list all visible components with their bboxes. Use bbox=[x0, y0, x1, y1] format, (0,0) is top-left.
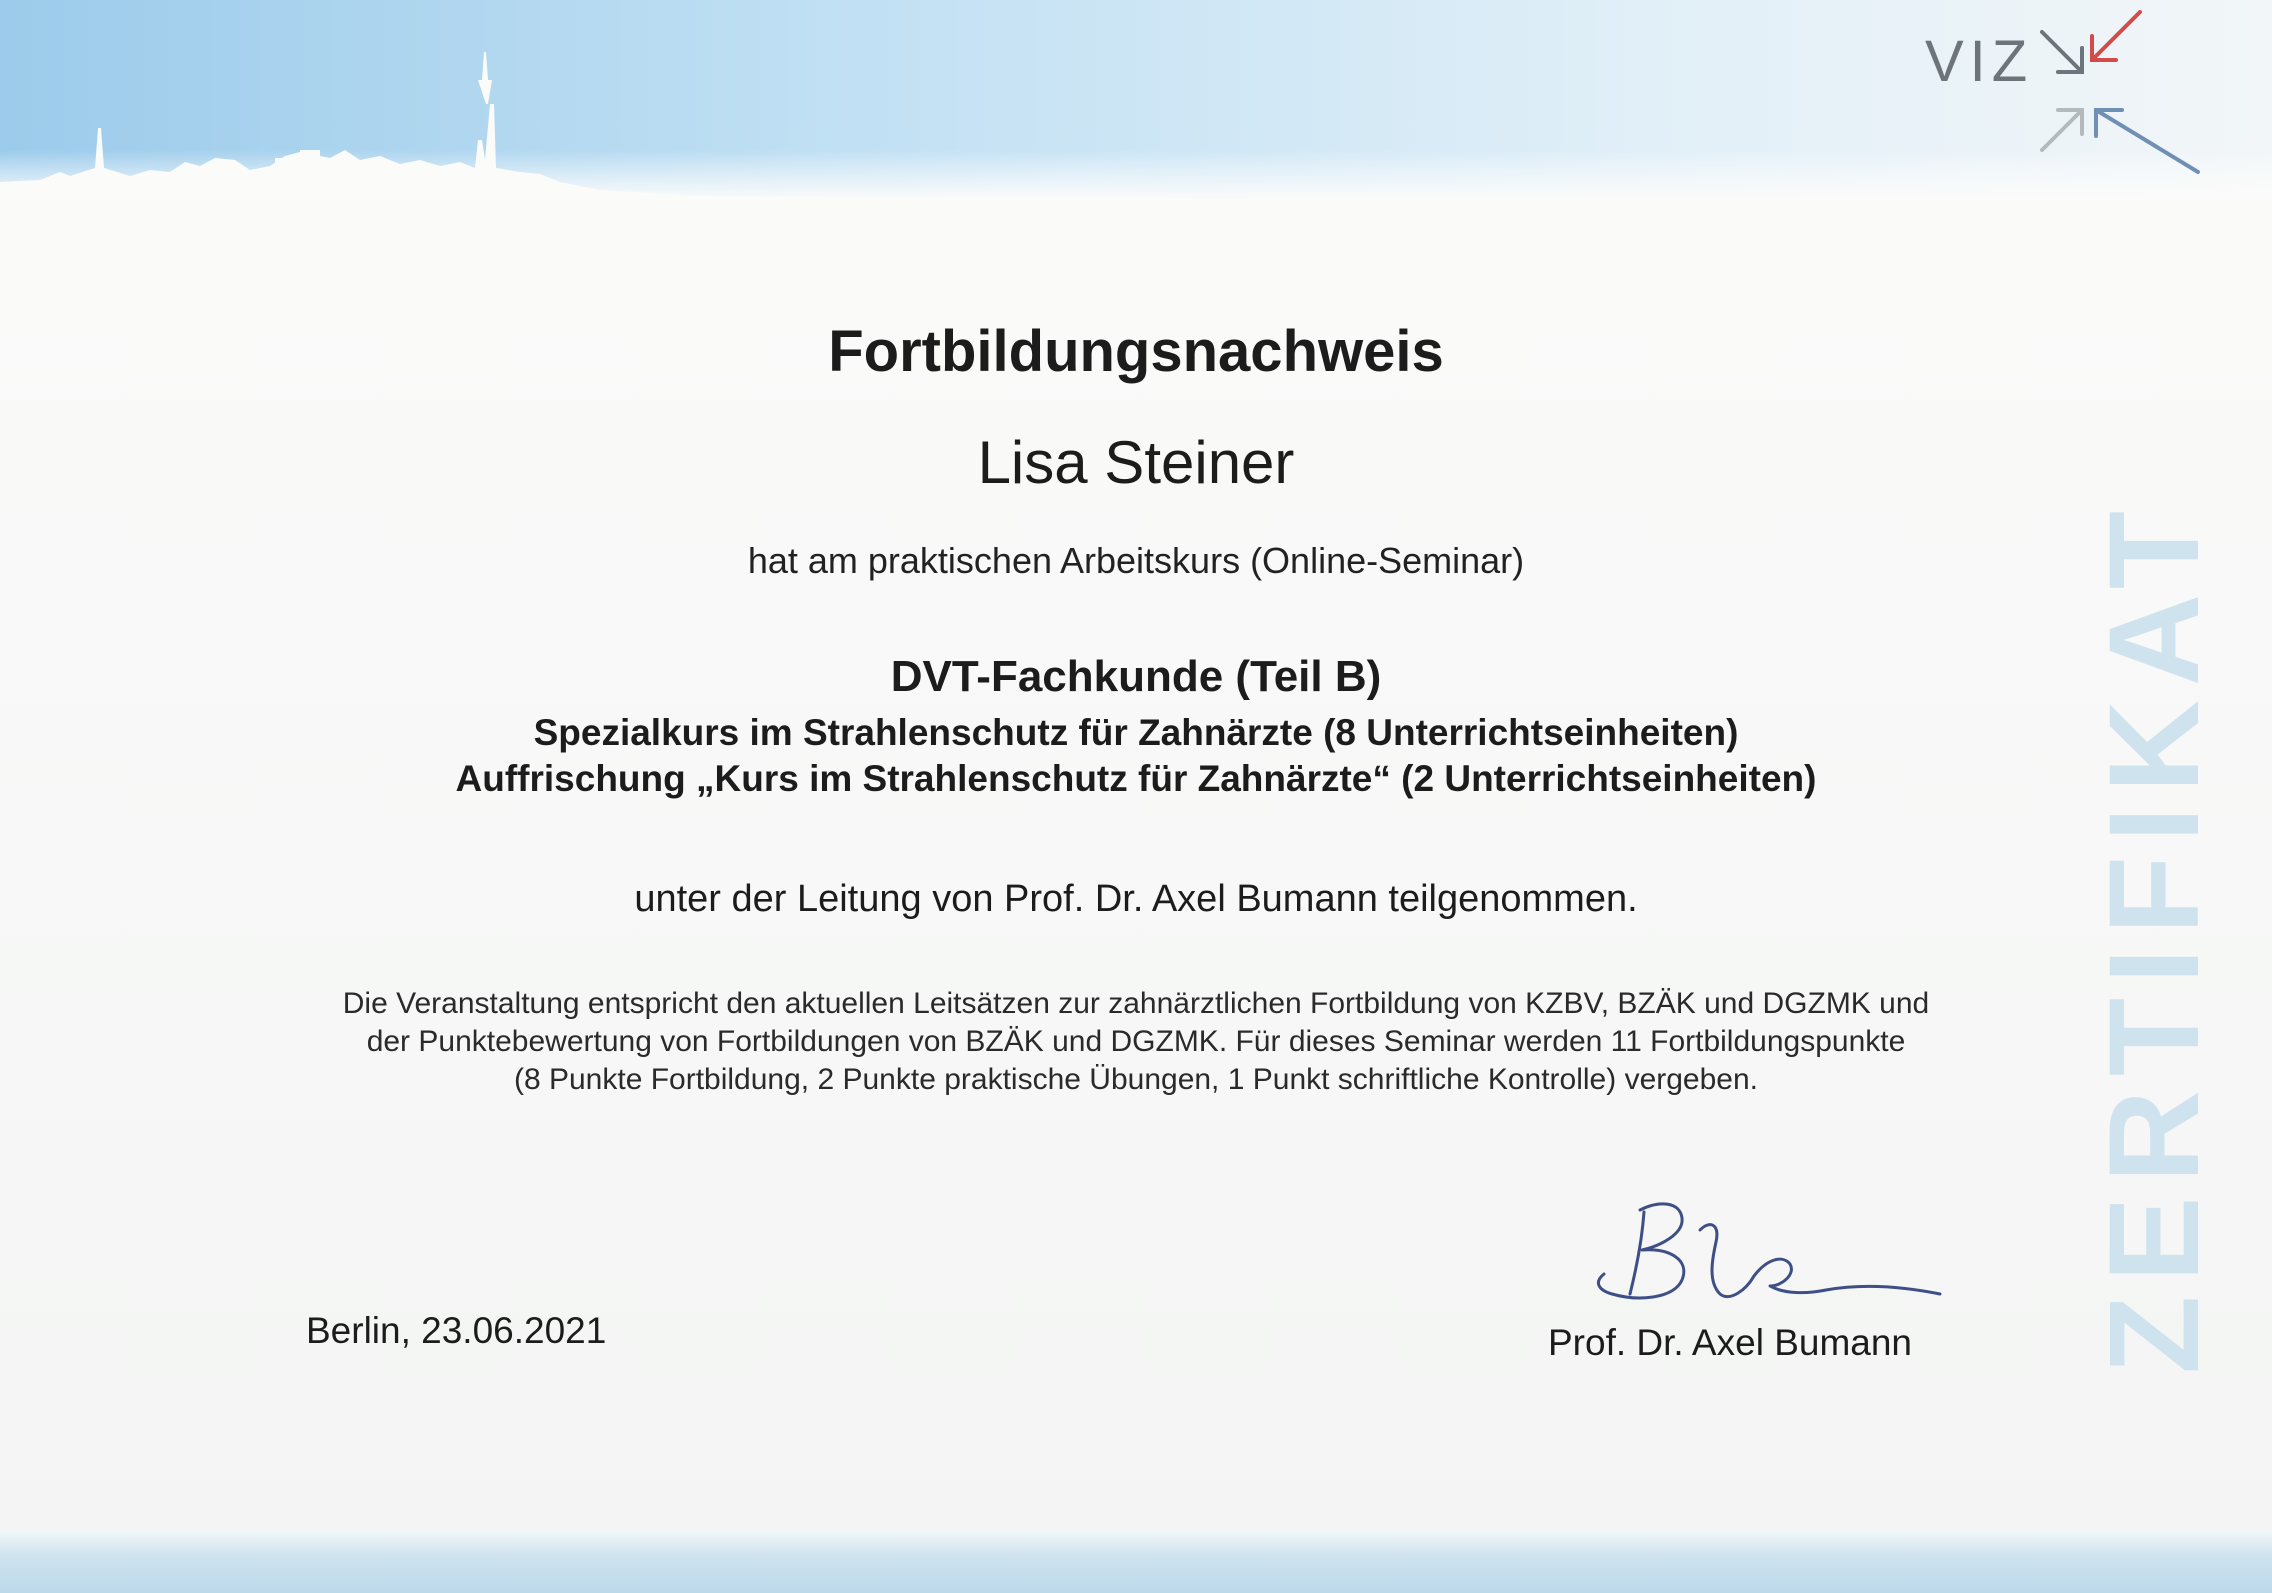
course-line-1: Spezialkurs im Strahlenschutz für Zahnärzte (8 Unterrichtseinheiten) bbox=[533, 712, 1739, 753]
certificate-title: Fortbildungsnachweis bbox=[828, 319, 1444, 384]
signer-name: Prof. Dr. Axel Bumann bbox=[1548, 1322, 1913, 1363]
course-line-2: Auffrischung „Kurs im Strahlenschutz für Zahnärzte“ (2 Unterrichtseinheiten) bbox=[455, 758, 1817, 799]
note-line: Die Veranstaltung entspricht den aktuellen Leitsätzen zur zahnärztlichen Fortbildung von KZBV, BZÄK und DGZMK und bbox=[342, 987, 1930, 1020]
signature bbox=[1570, 1190, 1950, 1340]
viz-logo bbox=[1925, 10, 2205, 180]
accreditation-note bbox=[0, 985, 2272, 1099]
place-and-date: Berlin, 23.06.2021 bbox=[306, 1310, 607, 1351]
footer-band bbox=[0, 1530, 2272, 1593]
logo-text: VIZ bbox=[1925, 29, 2034, 94]
lead-text: unter der Leitung von Prof. Dr. Axel Bumann teilgenommen. bbox=[634, 878, 1638, 920]
arrows-logo-icon bbox=[2040, 10, 2205, 180]
course-title: DVT-Fachkunde (Teil B) bbox=[890, 652, 1382, 701]
intro-text: hat am praktischen Arbeitskurs (Online-Seminar) bbox=[747, 540, 1525, 581]
note-line: der Punktebewertung von Fortbildungen von BZÄK und DGZMK. Für dieses Seminar werden 11 Fortbildungspunkte bbox=[366, 1025, 1906, 1058]
recipient-name: Lisa Steiner bbox=[977, 429, 1295, 496]
side-label-text: ZERTIFIKAT bbox=[2083, 496, 2227, 1374]
note-line: (8 Punkte Fortbildung, 2 Punkte praktische Übungen, 1 Punkt schriftliche Kontrolle) vergeben. bbox=[513, 1063, 1759, 1096]
